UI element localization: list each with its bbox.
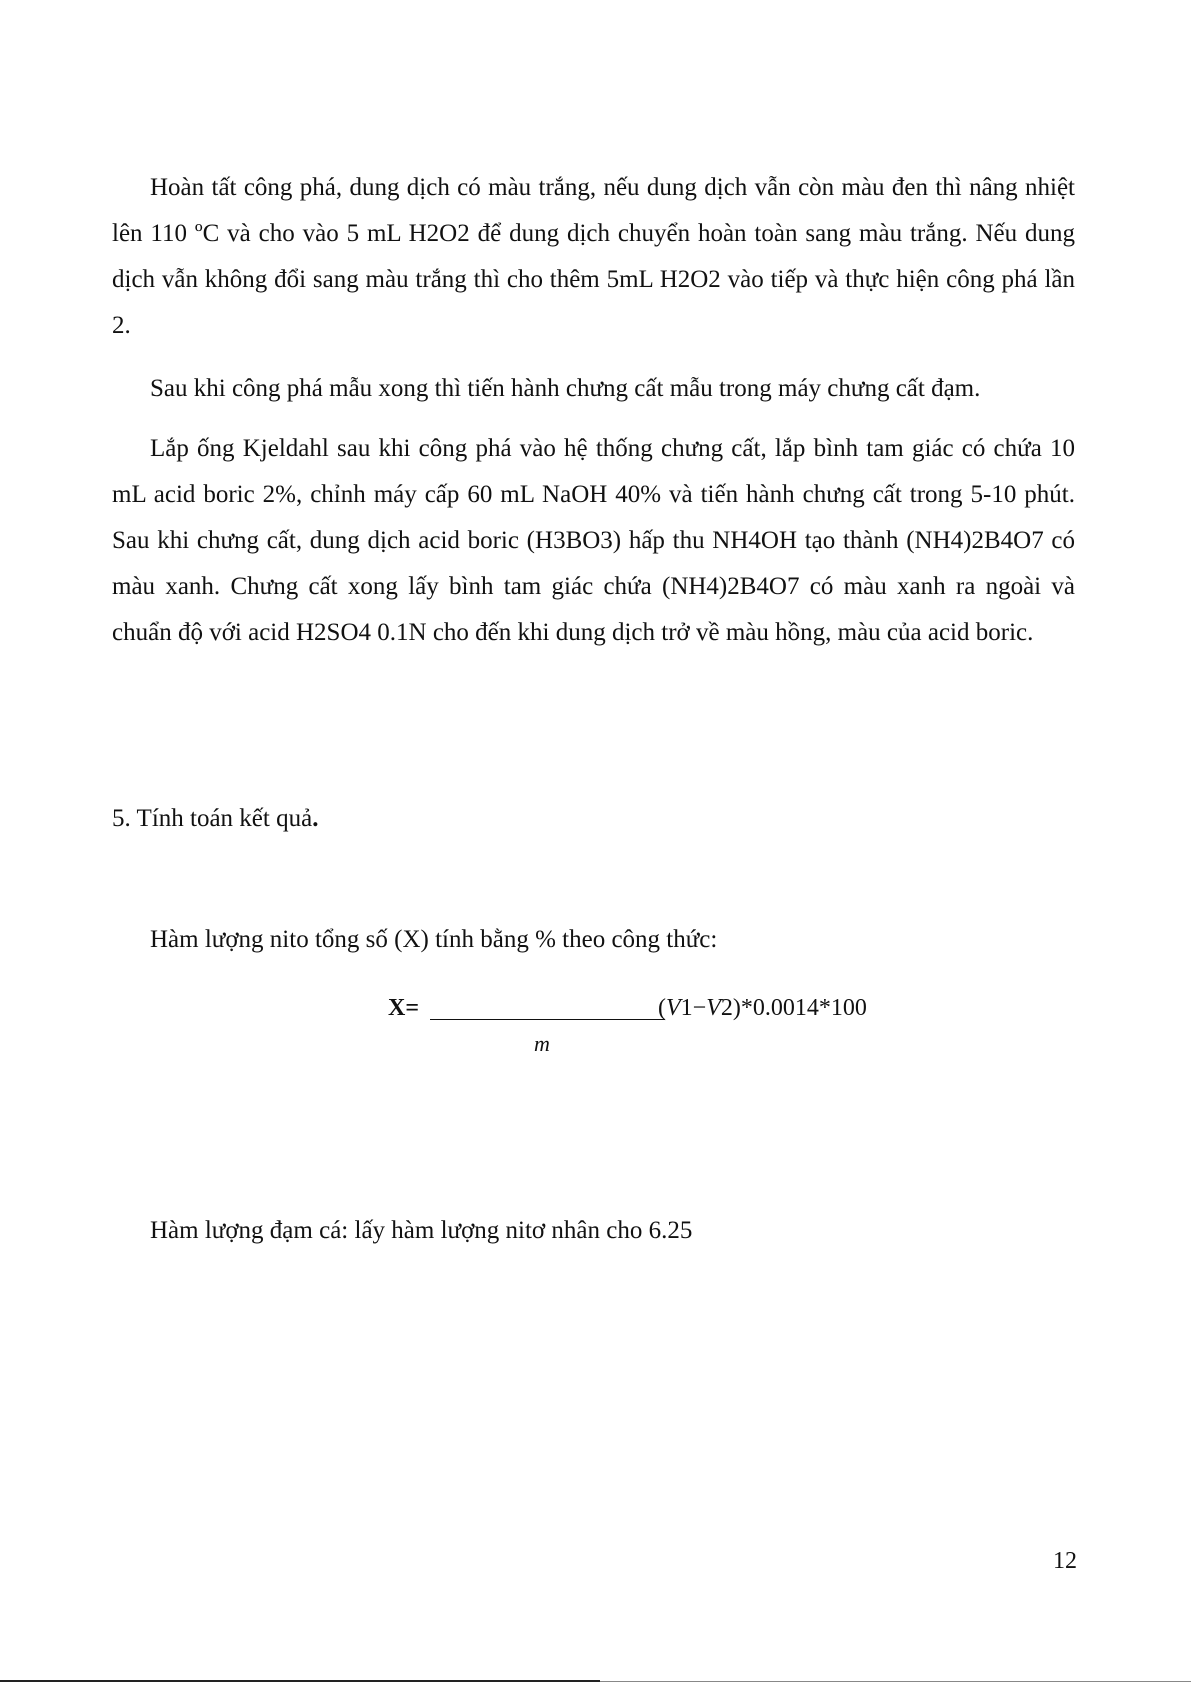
paragraph-kjeldahl-procedure: Lắp ống Kjeldahl sau khi công phá vào hệ thống chưng cất, lắp bình tam giác có chứa 10 mL acid boric 2%, chỉnh máy cấp 60 mL NaOH 40% và tiến hành chưng cất trong 5-10 phút. Sau khi chưng cất, dung dịch acid boric (H3BO3) hấp thu NH4OH tạo thành (NH4)2B4O7 có màu xanh. Chưng cất xong lấy bình tam giác chứa (NH4)2B4O7 có màu xanh ra ngoài và chuẩn độ với acid H2SO4 0.1N cho đến khi dung dịch trở về màu hồng, màu của acid boric. xyxy=(112,435,1075,646)
numerator-v2-sub: 2 xyxy=(720,995,733,1021)
numerator-v1-sub: 1 xyxy=(680,995,693,1021)
fraction-line xyxy=(430,1019,665,1020)
footer-rule xyxy=(0,1680,600,1682)
section-heading xyxy=(112,796,318,842)
paragraph-digestion-completion: Hoàn tất công phá, dung dịch có màu trắng, nếu dung dịch vẫn còn màu đen thì nâng nhiệt lên 110 ºC và cho vào 5 mL H2O2 để dung dịch chuyển hoàn toàn sang màu trắng. Nếu dung dịch vẫn không đổi sang màu trắng thì cho thêm 5mL H2O2 vào tiếp và thực hiện công phá lần 2. xyxy=(112,174,1075,339)
formula-numerator xyxy=(658,995,867,1022)
numerator-v2: V xyxy=(706,995,721,1021)
paragraph-distillation-start: Sau khi công phá mẫu xong thì tiến hành chưng cất mẫu trong máy chưng cất đạm. xyxy=(150,375,981,402)
numerator-v1: V xyxy=(666,995,681,1021)
formula-intro: Hàm lượng nito tổng số (X) tính bằng % theo công thức: xyxy=(150,926,718,953)
formula-lhs: X= xyxy=(388,995,420,1021)
numerator-open: ( xyxy=(658,995,666,1021)
footer-rule-faint xyxy=(600,1681,1191,1682)
protein-note: Hàm lượng đạm cá: lấy hàm lượng nitơ nhân cho 6.25 xyxy=(150,1217,693,1244)
section-heading-text: 5. Tính toán kết quả xyxy=(112,805,313,832)
numerator-tail: )*0.0014*100 xyxy=(732,995,867,1021)
nitrogen-formula xyxy=(388,995,948,1055)
formula-denominator: m xyxy=(534,1031,550,1056)
page-number: 12 xyxy=(1053,1548,1077,1574)
section-heading-dot: . xyxy=(312,805,319,832)
numerator-minus: − xyxy=(692,995,707,1021)
